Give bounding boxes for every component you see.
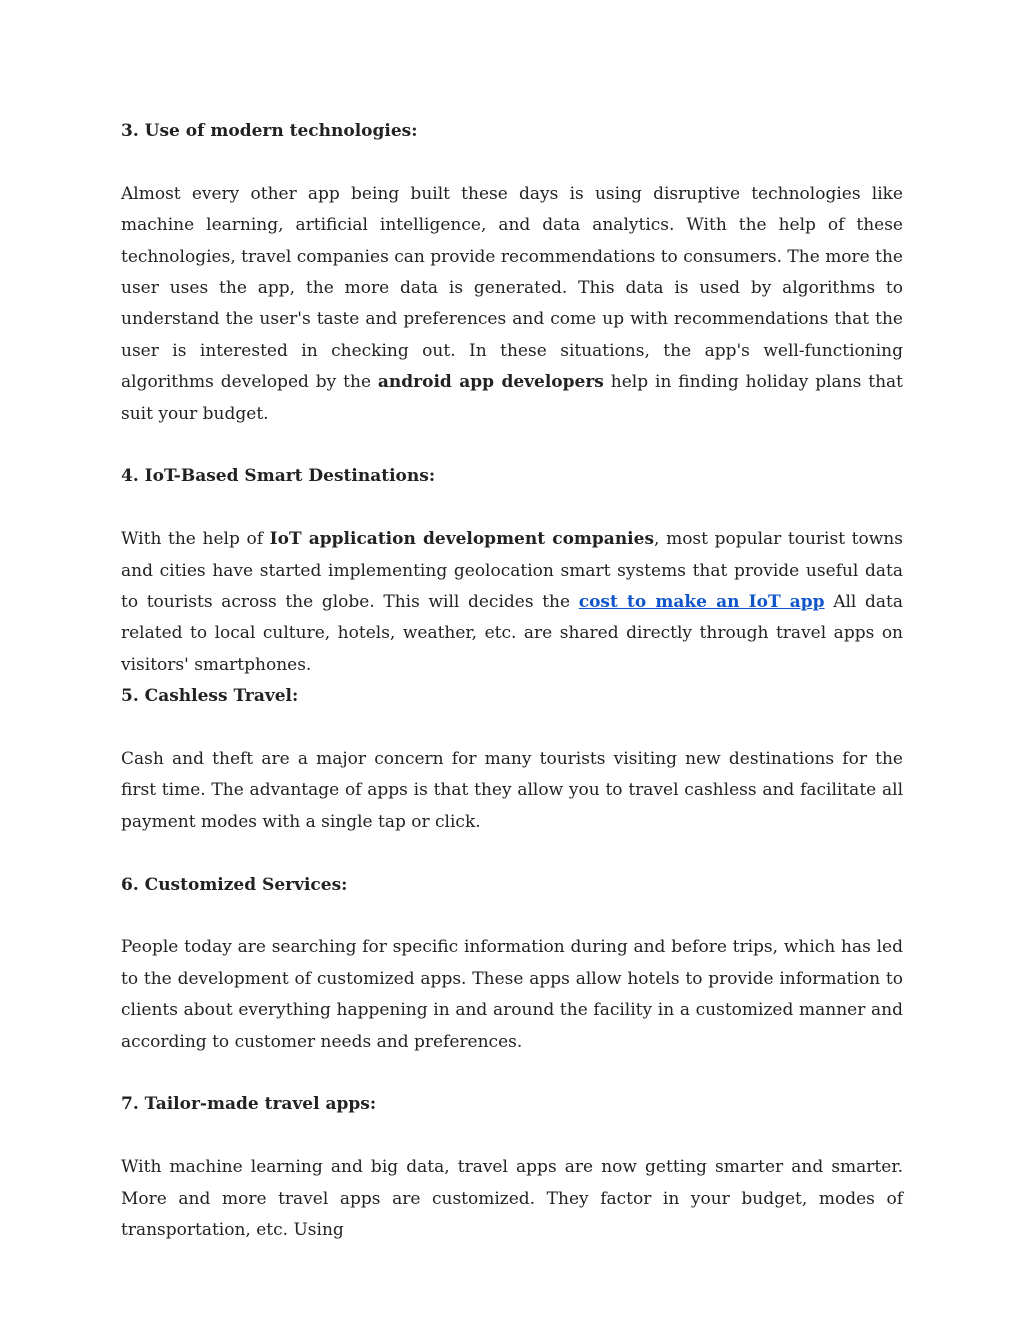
document-page: [121, 116, 903, 1247]
section-3-text-1: Almost every other app being built these days is using disruptive technologies like machine learning, artificial intelligence, and data analytics. With the help of these technologies, travel companies can provide recommendations to consumers. The more the user uses the app, the more data is generated. This data is used by algorithms to understand the user's taste and preferences and come up with recommendations that the user is interested in checking out. In these situations, the app's well-functioning algorithms developed by the: [121, 183, 903, 393]
section-6-paragraph: People today are searching for specific information during and before trips, which has led to the development of customized apps. These apps allow hotels to provide information to clients about everything happening in and around the facility in a customized manner and according to customer needs and preferences.: [121, 937, 903, 1052]
section-6-heading: 6. Customized Services:: [121, 874, 348, 895]
section-4-text-2: , most popular tourist towns and cities have started implementing geolocation smart systems that provide useful data to tourists across the globe. This will decides the: [121, 529, 903, 613]
spacer: [121, 1058, 903, 1089]
section-4-bold-text: IoT application development companies: [269, 529, 655, 550]
spacer: [121, 1121, 903, 1152]
spacer: [121, 838, 903, 869]
section-4-paragraph: [121, 524, 903, 681]
section-7-paragraph: With machine learning and big data, travel apps are now getting smarter and smarter. More and more travel apps are customized. They factor in your budget, modes of transportation, etc. Using: [121, 1157, 903, 1241]
section-4-text-3: All data related to local culture, hotels, weather, etc. are shared directly through travel apps on visitors' smartphones.: [121, 592, 904, 675]
section-5-heading: 5. Cashless Travel:: [121, 686, 299, 707]
spacer: [121, 147, 903, 178]
spacer: [121, 901, 903, 932]
section-4-heading: 4. IoT-Based Smart Destinations:: [121, 466, 436, 487]
section-3-text-2: help in finding holiday plans that suit your budget.: [121, 372, 903, 424]
section-3-bold-text: android app developers: [377, 372, 604, 393]
section-3-heading: 3. Use of modern technologies:: [121, 121, 418, 141]
section-7-heading: 7. Tailor-made travel apps:: [121, 1094, 377, 1115]
spacer: [121, 493, 903, 524]
cost-iot-app-link[interactable]: cost to make an IoT app: [578, 592, 825, 613]
section-5-paragraph: Cash and theft are a major concern for many tourists visiting new destinations for the first time. The advantage of apps is that they allow you to travel cashless and facilitate all payment modes with a single tap or click.: [121, 749, 903, 832]
section-3-paragraph: [121, 179, 903, 430]
spacer: [121, 713, 903, 744]
section-4-text-1: With the help of: [121, 529, 264, 550]
spacer: [121, 430, 903, 461]
